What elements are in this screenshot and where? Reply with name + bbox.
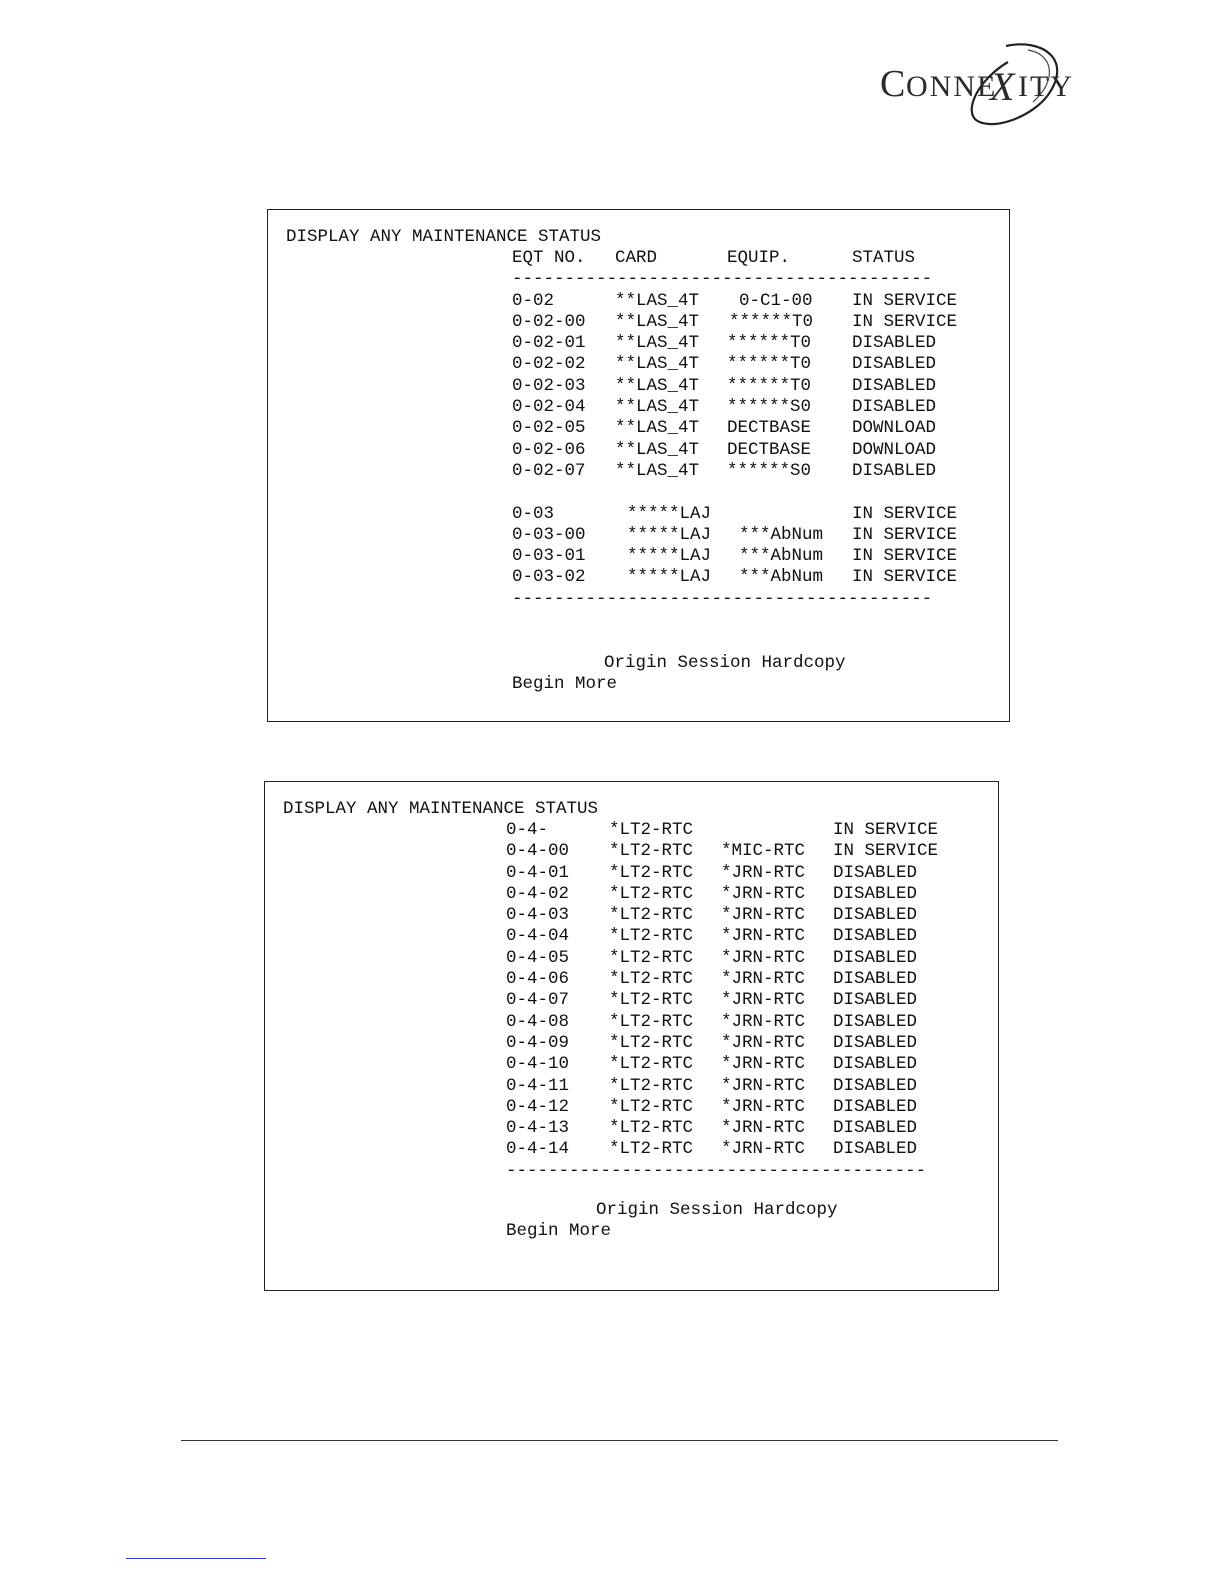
cell-equip: *JRN-RTC (721, 1054, 806, 1075)
cell-eqt-no: 0-4-03 (506, 905, 570, 926)
table-row (512, 354, 937, 375)
cell-equip: ******T0 (727, 375, 812, 396)
table-row (506, 926, 926, 947)
table-row (506, 969, 926, 990)
table-row (506, 1118, 926, 1139)
cell-card: *****LAJ (627, 524, 712, 545)
cell-card: *LT2-RTC (609, 1118, 694, 1139)
cell-card: *LT2-RTC (609, 947, 694, 968)
cell-eqt-no: 0-02-05 (512, 418, 586, 439)
cell-eqt-no: 0-4-14 (506, 1139, 570, 1160)
cell-status: DOWNLOAD (852, 439, 937, 460)
cell-card: **LAS_4T (615, 375, 700, 396)
cell-status: DISABLED (852, 460, 937, 481)
cell-equip: ***AbNum (739, 546, 824, 567)
cell-eqt-no: 0-02-03 (512, 375, 586, 396)
cell-card: *LT2-RTC (609, 841, 694, 862)
cell-status: IN SERVICE (852, 311, 958, 332)
cell-card: *LT2-RTC (609, 1139, 694, 1160)
cell-card: *LT2-RTC (609, 1011, 694, 1032)
header-card: CARD (615, 248, 658, 268)
cell-equip: ******T0 (727, 354, 812, 375)
table-divider: ---------------------------------------- (512, 269, 933, 290)
cell-status: IN SERVICE (833, 820, 939, 840)
cell-status: IN SERVICE (852, 567, 958, 588)
cell-equip: DECTBASE (727, 439, 812, 460)
cell-card: *****LAJ (627, 546, 712, 567)
cell-eqt-no: 0-4-00 (506, 841, 570, 862)
cell-eqt-no: 0-4-04 (506, 926, 570, 947)
cell-card: *****LAJ (627, 567, 712, 588)
screen-title: DISPLAY ANY MAINTENANCE STATUS (286, 227, 602, 247)
table-row (512, 503, 958, 525)
table-row (512, 311, 958, 333)
header-eqt-no: EQT NO. (512, 248, 586, 268)
cell-equip: ******S0 (727, 397, 812, 418)
cell-status: DISABLED (852, 375, 937, 396)
cell-status: DISABLED (852, 397, 937, 418)
connexity-logo-graphic (868, 40, 1080, 132)
table-divider: ---------------------------------------- (512, 588, 933, 609)
table-row (512, 546, 958, 567)
table-row (512, 460, 937, 482)
table-row (512, 290, 958, 312)
cell-eqt-no: 0-02-00 (512, 311, 586, 332)
svg-text:X: X (990, 64, 1015, 109)
cell-card: **LAS_4T (615, 397, 700, 418)
cell-eqt-no: 0-4-13 (506, 1118, 570, 1139)
cell-equip: ******T0 (729, 311, 814, 332)
header-status: STATUS (852, 248, 916, 268)
cell-equip: ******T0 (727, 333, 812, 354)
cell-card: *LT2-RTC (609, 820, 694, 840)
cell-eqt-no: 0-4-08 (506, 1011, 570, 1032)
cell-equip: 0-C1-00 (739, 290, 813, 311)
cell-status: DISABLED (852, 333, 937, 354)
footer-begin: Begin More (512, 674, 618, 694)
cell-equip: *MIC-RTC (721, 841, 806, 862)
table-row (512, 524, 958, 546)
maintenance-status-table (506, 820, 939, 1182)
cell-eqt-no: 0-4-05 (506, 947, 570, 968)
cell-equip: ***AbNum (739, 524, 824, 545)
terminal-screenshot-1 (267, 209, 1010, 722)
table-row (506, 990, 926, 1011)
cell-card: *LT2-RTC (609, 1096, 694, 1117)
table-row (506, 884, 926, 905)
group-spacer (512, 482, 932, 503)
cell-card: *LT2-RTC (609, 990, 694, 1011)
table-row (506, 948, 926, 969)
cell-eqt-no: 0-4-10 (506, 1054, 570, 1075)
cell-eqt-no: 0-4-12 (506, 1096, 570, 1117)
table-header-row (512, 248, 932, 269)
cell-equip: *JRN-RTC (721, 969, 806, 990)
cell-card: *LT2-RTC (609, 862, 694, 883)
cell-equip: *JRN-RTC (721, 883, 806, 904)
table-row (512, 418, 937, 439)
cell-status: DISABLED (833, 1118, 918, 1139)
cell-status: DISABLED (833, 1075, 918, 1096)
footer-rule (181, 1440, 1058, 1441)
cell-card: **LAS_4T (615, 311, 700, 332)
table-row (506, 863, 926, 884)
cell-equip: *JRN-RTC (721, 990, 806, 1011)
table-row (506, 1097, 926, 1118)
cell-eqt-no: 0-4-07 (506, 990, 570, 1011)
cell-card: **LAS_4T (615, 290, 700, 311)
cell-card: **LAS_4T (615, 460, 700, 481)
cell-equip: ***AbNum (739, 567, 824, 588)
cell-status: DISABLED (833, 905, 918, 926)
cell-card: **LAS_4T (615, 354, 700, 375)
table-divider: ---------------------------------------- (506, 1160, 927, 1181)
cell-equip: *JRN-RTC (721, 1118, 806, 1139)
cell-eqt-no: 0-4-11 (506, 1075, 570, 1096)
cell-status: IN SERVICE (852, 546, 958, 567)
cell-equip: *JRN-RTC (721, 1075, 806, 1096)
cell-card: **LAS_4T (615, 333, 700, 354)
cell-eqt-no: 0-03-01 (512, 546, 586, 567)
footer-begin: Begin More (506, 1221, 612, 1241)
cell-card: **LAS_4T (615, 439, 700, 460)
svg-text:ITY: ITY (1018, 70, 1074, 103)
cell-status: DISABLED (833, 969, 918, 990)
table-row (512, 439, 937, 461)
cell-equip: *JRN-RTC (721, 1032, 806, 1053)
footer-origin: Origin Session Hardcopy (596, 1200, 838, 1220)
maintenance-status-table (512, 248, 958, 610)
cell-eqt-no: 0-02-07 (512, 460, 586, 481)
cell-eqt-no: 0-02-02 (512, 354, 586, 375)
cell-eqt-no: 0-4- (506, 820, 549, 840)
cell-eqt-no: 0-02 (512, 290, 555, 311)
cell-equip: *JRN-RTC (721, 862, 806, 883)
cell-eqt-no: 0-03-02 (512, 567, 586, 588)
screen-title: DISPLAY ANY MAINTENANCE STATUS (283, 799, 599, 819)
cell-status: DISABLED (833, 947, 918, 968)
svg-text:ONNE: ONNE (906, 70, 998, 103)
cell-eqt-no: 0-02-01 (512, 333, 586, 354)
cell-status: DISABLED (833, 1032, 918, 1053)
cell-card: *LT2-RTC (609, 883, 694, 904)
terminal-screenshot-2 (264, 781, 999, 1291)
cell-equip: *JRN-RTC (721, 926, 806, 947)
cell-eqt-no: 0-02-06 (512, 439, 586, 460)
cell-card: *LT2-RTC (609, 1054, 694, 1075)
cell-eqt-no: 0-02-04 (512, 397, 586, 418)
table-row (506, 1033, 926, 1054)
cell-eqt-no: 0-03 (512, 503, 555, 524)
cell-equip: *JRN-RTC (721, 1139, 806, 1160)
table-row (506, 841, 939, 862)
cell-card: *LT2-RTC (609, 1075, 694, 1096)
cell-status: IN SERVICE (852, 503, 958, 524)
cell-card: *LT2-RTC (609, 905, 694, 926)
table-row (512, 333, 937, 354)
cell-status: IN SERVICE (833, 841, 939, 862)
cell-card: **LAS_4T (615, 418, 700, 439)
table-row (506, 1012, 926, 1033)
table-row (512, 567, 958, 588)
table-row (506, 905, 926, 926)
footer-link[interactable] (126, 1558, 266, 1559)
cell-equip: ******S0 (727, 460, 812, 481)
cell-status: DISABLED (852, 354, 937, 375)
header-equip: EQUIP. (727, 248, 791, 268)
table-row (512, 375, 937, 397)
cell-card: *LT2-RTC (609, 1032, 694, 1053)
table-row (506, 1139, 926, 1160)
cell-equip: *JRN-RTC (721, 947, 806, 968)
table-row (512, 397, 937, 418)
table-row (506, 1076, 926, 1097)
cell-card: *****LAJ (627, 503, 712, 524)
logo-text: C (880, 63, 907, 105)
cell-status: DISABLED (833, 990, 918, 1011)
cell-eqt-no: 0-4-02 (506, 883, 570, 904)
company-logo (868, 40, 1080, 132)
cell-status: DOWNLOAD (852, 418, 937, 439)
table-row (506, 1054, 926, 1075)
cell-card: *LT2-RTC (609, 926, 694, 947)
cell-status: DISABLED (833, 926, 918, 947)
cell-status: DISABLED (833, 862, 918, 883)
cell-equip: DECTBASE (727, 418, 812, 439)
footer-origin: Origin Session Hardcopy (604, 653, 846, 673)
cell-status: DISABLED (833, 1139, 918, 1160)
cell-status: DISABLED (833, 883, 918, 904)
cell-equip: *JRN-RTC (721, 1096, 806, 1117)
cell-equip: *JRN-RTC (721, 905, 806, 926)
cell-eqt-no: 0-4-06 (506, 969, 570, 990)
cell-status: IN SERVICE (852, 290, 958, 311)
cell-status: DISABLED (833, 1054, 918, 1075)
cell-eqt-no: 0-4-01 (506, 862, 570, 883)
cell-equip: *JRN-RTC (721, 1011, 806, 1032)
cell-status: DISABLED (833, 1096, 918, 1117)
cell-eqt-no: 0-03-00 (512, 524, 586, 545)
cell-eqt-no: 0-4-09 (506, 1032, 570, 1053)
cell-status: IN SERVICE (852, 524, 958, 545)
table-row (506, 820, 939, 841)
cell-card: *LT2-RTC (609, 969, 694, 990)
cell-status: DISABLED (833, 1011, 918, 1032)
